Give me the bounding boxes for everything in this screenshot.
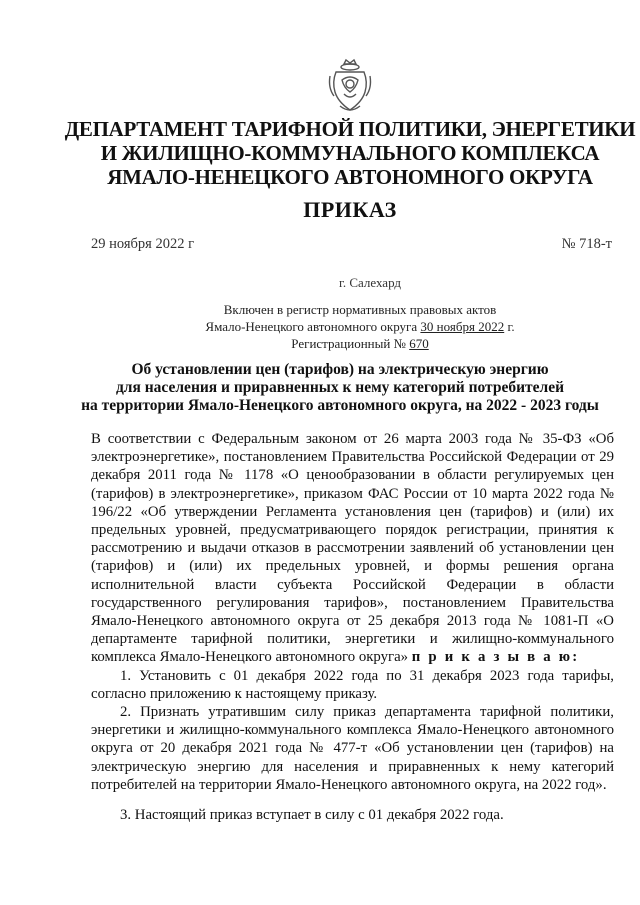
subject-line-2: для населения и приравненных к нему категорий потребителей [115,379,565,396]
subject-line-3: на территории Ямало-Ненецкого автономного округа, на 2022 - 2023 годы [81,397,599,414]
subject-line-1: Об установлении цен (тарифов) на электрическую энергию [131,361,549,378]
clause-2: 2. Признать утратившим силу приказ департамента тарифной политики, энергетики и жилищно-коммунального комплекса Ямало-Ненецкого автономного округа от 20 декабря 2021 года № 477-т «Об установлении цен (тарифов) на электрическую энергию для населения и приравненных к нему категорий потребителей на территории Ямало-Ненецкого автономного округа, на 2022 год». [91,704,614,793]
order-date: 29 ноября 2022 г [91,236,195,252]
city: г. Салехард [338,275,402,290]
preamble-paragraph [91,430,614,667]
registration-number-label: Регистрационный № [291,336,410,351]
registration-prefix: Ямало-Ненецкого автономного округа [205,319,421,334]
department-name-line-1: ДЕПАРТАМЕНТ ТАРИФНОЙ ПОЛИТИКИ, ЭНЕРГЕТИКИ [64,117,636,141]
clause-1: 1. Установить с 01 декабря 2022 года по 31 декабря 2023 года тарифы, согласно приложению к настоящему приказу. [91,668,614,703]
registration-line-2 [180,318,540,335]
document-type-title: ПРИКАЗ [303,197,397,222]
order-verb: п р и к а з ы в а ю: [411,649,580,666]
registration-number: 670 [409,336,429,351]
registration-line-3 [180,335,540,352]
coat-of-arms-icon [326,58,374,116]
clause-3: 3. Настоящий приказ вступает в силу с 01 декабря 2022 года. [120,807,504,823]
registration-date: 30 ноября 2022 [420,319,505,334]
department-name-line-2: И ЖИЛИЩНО-КОММУНАЛЬНОГО КОМПЛЕКСА [100,141,600,165]
registration-line-1: Включен в регистр нормативных правовых актов [223,302,497,317]
order-number: № 718-т [561,236,612,252]
registration-suffix: г. [504,319,515,334]
department-name-line-3: ЯМАЛО-НЕНЕЦКОГО АВТОНОМНОГО ОКРУГА [107,165,593,189]
preamble-text: В соответствии с Федеральным законом от 26 марта 2003 года № 35-ФЗ «Об электроэнергетике», постановлением Правительства Российской Федерации от 29 декабря 2011 года № 1178 «О ценообразовании в области регулируемых цен (тарифов) в электроэнергетике», приказом ФАС России от 10 марта 2022 года № 196/22 «Об утверждении Регламента установления цен (тарифов) и (или) их предельных уровней, предусматривающего порядок регистрации, принятия к рассмотрению и выдачи отказов в рассмотрении заявлений об установлении цен (тарифов) и (или) их предельных уровней, и формы решения органа исполнительной власти субъекта Российской Федерации в области государственного регулирования тарифов», постановлением Правительства Ямало-Ненецкого автономного округа от 25 декабря 2013 года № 1081-П «О департаменте тарифной политики, энергетики и жилищно-коммунального комплекса Ямало-Ненецкого автономного округа» [91,431,614,666]
